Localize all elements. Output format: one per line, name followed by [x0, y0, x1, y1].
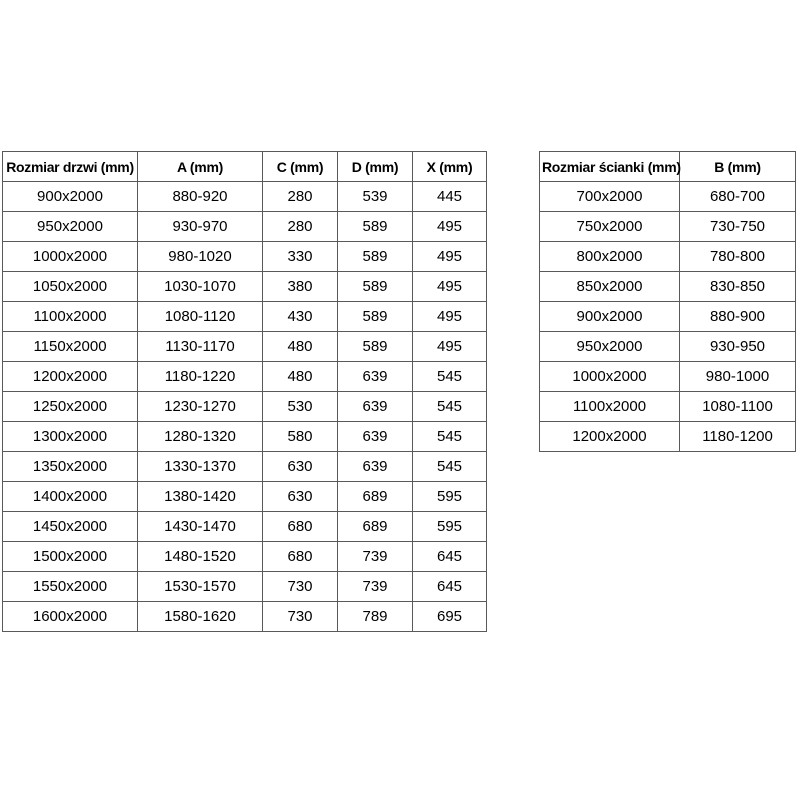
table-cell: 1330-1370	[138, 452, 263, 482]
table-cell: 630	[263, 482, 338, 512]
column-header: Rozmiar drzwi (mm)	[3, 152, 138, 182]
table-row	[540, 332, 796, 362]
table-cell: 380	[263, 272, 338, 302]
table-cell: 830-850	[680, 272, 796, 302]
table-cell: 780-800	[680, 242, 796, 272]
table-cell: 445	[413, 182, 487, 212]
table-cell: 695	[413, 602, 487, 632]
table-cell: 1500x2000	[3, 542, 138, 572]
table-cell: 689	[338, 512, 413, 542]
table-row	[3, 212, 487, 242]
table-row	[540, 212, 796, 242]
table-cell: 1000x2000	[540, 362, 680, 392]
table-row	[3, 572, 487, 602]
table-row	[3, 242, 487, 272]
table-cell: 630	[263, 452, 338, 482]
table-cell: 639	[338, 422, 413, 452]
table-cell: 1530-1570	[138, 572, 263, 602]
table-cell: 930-970	[138, 212, 263, 242]
column-header: Rozmiar ścianki (mm)	[540, 152, 680, 182]
column-header: X (mm)	[413, 152, 487, 182]
table-row	[3, 182, 487, 212]
table-cell: 1280-1320	[138, 422, 263, 452]
table-cell: 480	[263, 332, 338, 362]
column-header: C (mm)	[263, 152, 338, 182]
column-header: B (mm)	[680, 152, 796, 182]
door-sizes-table	[2, 151, 487, 632]
table-row	[3, 602, 487, 632]
table-cell: 539	[338, 182, 413, 212]
table-cell: 480	[263, 362, 338, 392]
table-cell: 880-900	[680, 302, 796, 332]
table-cell: 1430-1470	[138, 512, 263, 542]
table-cell: 545	[413, 362, 487, 392]
table-cell: 680	[263, 542, 338, 572]
table-cell: 1200x2000	[540, 422, 680, 452]
table-row	[3, 272, 487, 302]
table-cell: 545	[413, 452, 487, 482]
table-cell: 589	[338, 332, 413, 362]
table-row	[3, 542, 487, 572]
table-cell: 589	[338, 242, 413, 272]
table-cell: 1080-1100	[680, 392, 796, 422]
table-cell: 980-1000	[680, 362, 796, 392]
table-cell: 330	[263, 242, 338, 272]
table-cell: 495	[413, 302, 487, 332]
table-row	[3, 452, 487, 482]
table-cell: 730	[263, 602, 338, 632]
table-cell: 739	[338, 542, 413, 572]
table-cell: 1030-1070	[138, 272, 263, 302]
header-row	[540, 152, 796, 182]
table-row	[540, 272, 796, 302]
table-cell: 1050x2000	[3, 272, 138, 302]
table-cell: 639	[338, 452, 413, 482]
table-cell: 495	[413, 272, 487, 302]
table-row	[3, 362, 487, 392]
column-header: A (mm)	[138, 152, 263, 182]
table-row	[540, 302, 796, 332]
table-cell: 280	[263, 182, 338, 212]
table-cell: 595	[413, 512, 487, 542]
table-row	[540, 392, 796, 422]
table-cell: 930-950	[680, 332, 796, 362]
wall-panel-sizes-table	[539, 151, 796, 452]
table-row	[540, 182, 796, 212]
table-row	[3, 332, 487, 362]
table-cell: 900x2000	[540, 302, 680, 332]
table-row	[3, 482, 487, 512]
table-cell: 1350x2000	[3, 452, 138, 482]
table-cell: 1300x2000	[3, 422, 138, 452]
table-cell: 495	[413, 242, 487, 272]
table-cell: 1380-1420	[138, 482, 263, 512]
table-cell: 789	[338, 602, 413, 632]
table-cell: 1200x2000	[3, 362, 138, 392]
table-row	[540, 362, 796, 392]
table-cell: 1450x2000	[3, 512, 138, 542]
table-cell: 1480-1520	[138, 542, 263, 572]
table-cell: 1150x2000	[3, 332, 138, 362]
table-cell: 645	[413, 542, 487, 572]
table-cell: 1130-1170	[138, 332, 263, 362]
header-row	[3, 152, 487, 182]
table-cell: 880-920	[138, 182, 263, 212]
table-cell: 580	[263, 422, 338, 452]
table-row	[3, 302, 487, 332]
table-cell: 430	[263, 302, 338, 332]
column-header: D (mm)	[338, 152, 413, 182]
table-cell: 850x2000	[540, 272, 680, 302]
table-cell: 1600x2000	[3, 602, 138, 632]
table-cell: 589	[338, 302, 413, 332]
table-row	[540, 422, 796, 452]
table-cell: 530	[263, 392, 338, 422]
table-cell: 589	[338, 212, 413, 242]
table-cell: 1180-1220	[138, 362, 263, 392]
table-row	[3, 422, 487, 452]
table-row	[3, 392, 487, 422]
table-cell: 950x2000	[3, 212, 138, 242]
table-cell: 750x2000	[540, 212, 680, 242]
table-cell: 1000x2000	[3, 242, 138, 272]
table-cell: 545	[413, 392, 487, 422]
table-cell: 900x2000	[3, 182, 138, 212]
table-cell: 680-700	[680, 182, 796, 212]
table-cell: 589	[338, 272, 413, 302]
table-cell: 545	[413, 422, 487, 452]
table-cell: 730-750	[680, 212, 796, 242]
table-cell: 639	[338, 392, 413, 422]
table-cell: 280	[263, 212, 338, 242]
table-cell: 800x2000	[540, 242, 680, 272]
table-cell: 700x2000	[540, 182, 680, 212]
table-cell: 1180-1200	[680, 422, 796, 452]
table-cell: 680	[263, 512, 338, 542]
table-cell: 1100x2000	[3, 302, 138, 332]
table-cell: 639	[338, 362, 413, 392]
table-row	[540, 242, 796, 272]
table-cell: 689	[338, 482, 413, 512]
table-cell: 730	[263, 572, 338, 602]
table-cell: 645	[413, 572, 487, 602]
table-cell: 980-1020	[138, 242, 263, 272]
table-row	[3, 512, 487, 542]
table-cell: 1080-1120	[138, 302, 263, 332]
table-cell: 595	[413, 482, 487, 512]
table-cell: 1230-1270	[138, 392, 263, 422]
table-cell: 1250x2000	[3, 392, 138, 422]
table-cell: 495	[413, 332, 487, 362]
table-cell: 1580-1620	[138, 602, 263, 632]
table-cell: 1400x2000	[3, 482, 138, 512]
table-cell: 739	[338, 572, 413, 602]
table-cell: 495	[413, 212, 487, 242]
table-cell: 950x2000	[540, 332, 680, 362]
table-cell: 1550x2000	[3, 572, 138, 602]
table-cell: 1100x2000	[540, 392, 680, 422]
